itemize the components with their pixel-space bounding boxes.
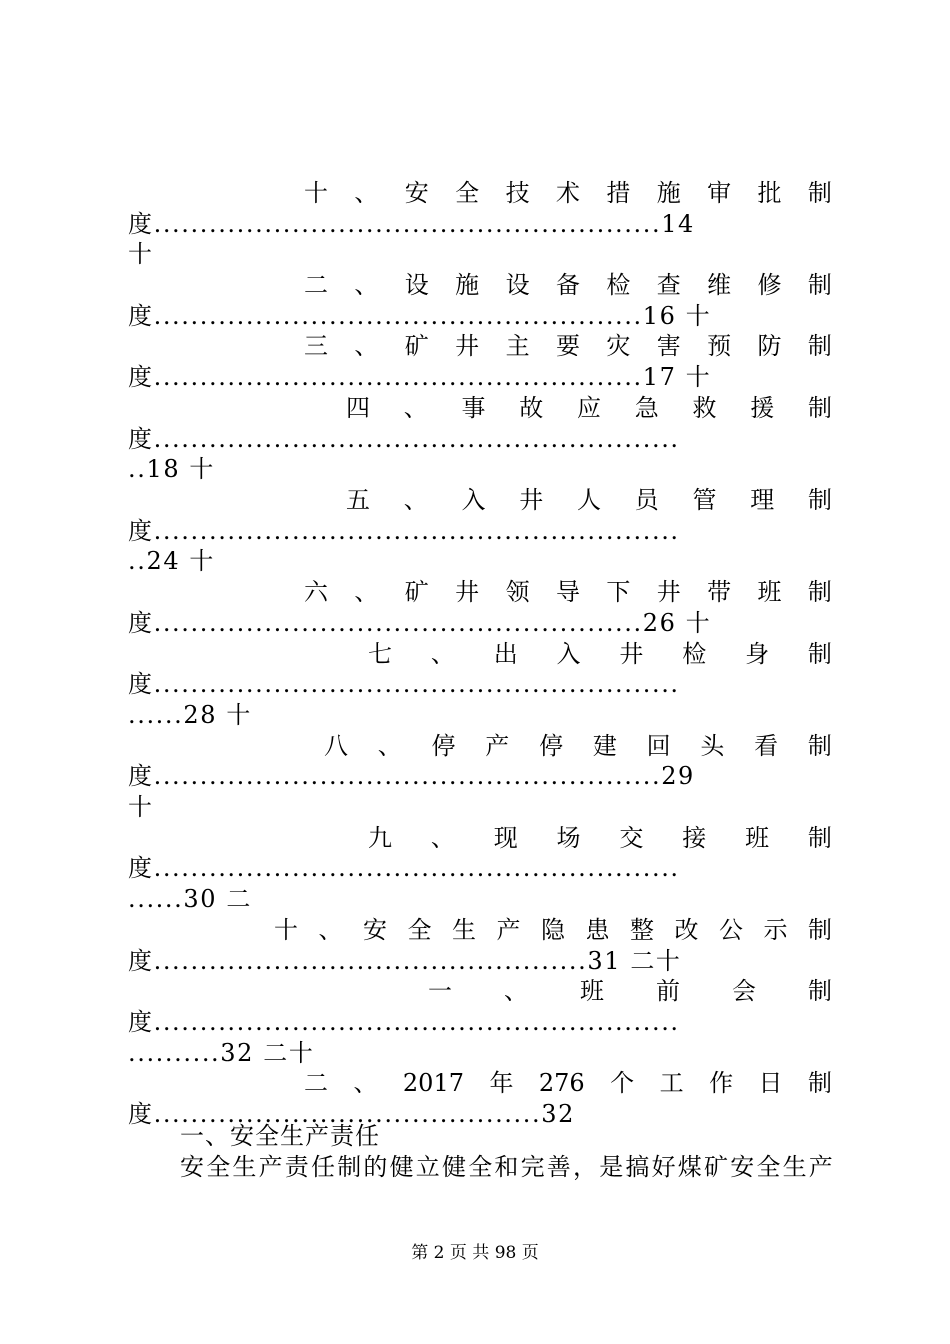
toc-title-char: 三 xyxy=(304,332,328,360)
toc-title-char: 员 xyxy=(634,486,659,514)
toc-entry-leader: 度.......................................................29 xyxy=(128,762,695,790)
toc-title-char: 审 xyxy=(707,179,732,207)
toc-entry-title xyxy=(346,393,832,423)
toc-title-char: 出 xyxy=(493,640,518,668)
toc-title-char: 施 xyxy=(455,271,480,299)
toc-title-char: 管 xyxy=(692,486,717,514)
toc-title-char: 入 xyxy=(461,486,486,514)
toc-title-char: 制 xyxy=(807,332,832,360)
toc-title-char: 入 xyxy=(556,640,581,668)
toc-title-char: 制 xyxy=(807,179,832,207)
toc-entry-leader: 度......................................................... xyxy=(128,517,680,545)
toc-entry-continuation: 十 xyxy=(128,240,154,268)
toc-title-char: 六 xyxy=(304,578,328,606)
toc-title-char: 二 xyxy=(304,271,328,299)
toc-title-char: 前 xyxy=(656,977,680,1005)
section-heading: 一、安全生产责任 xyxy=(180,1122,380,1150)
toc-title-char: 井 xyxy=(455,578,480,606)
toc-title-char: 、 xyxy=(354,332,379,360)
toc-title-char: 制 xyxy=(808,486,832,514)
toc-title-char: 头 xyxy=(700,732,725,760)
toc-title-char: 制 xyxy=(808,394,832,422)
toc-title-char: 修 xyxy=(757,271,782,299)
toc-title-char: 十 xyxy=(274,916,298,944)
toc-title-char: 二 xyxy=(304,1069,328,1097)
toc-title-char: 制 xyxy=(807,640,832,668)
toc-title-char: 四 xyxy=(346,394,370,422)
toc-title-char: 身 xyxy=(745,640,770,668)
toc-title-char: 、 xyxy=(354,271,379,299)
toc-title-char: 术 xyxy=(555,179,580,207)
toc-title-char: 、 xyxy=(430,640,455,668)
toc-title-char: 制 xyxy=(808,916,832,944)
toc-title-char: 安 xyxy=(363,916,387,944)
toc-title-char: 导 xyxy=(555,578,580,606)
toc-entry-continuation: ..........32 二十 xyxy=(128,1039,315,1067)
toc-title-char: 示 xyxy=(763,916,788,944)
toc-title-char: 制 xyxy=(807,824,832,852)
toc-title-char: 、 xyxy=(430,824,455,852)
toc-title-char: 批 xyxy=(757,179,782,207)
toc-title-char: 技 xyxy=(505,179,530,207)
toc-title-char: 八 xyxy=(324,732,348,760)
toc-title-char: 会 xyxy=(732,977,756,1005)
toc-title-char: 班 xyxy=(745,824,770,852)
toc-title-char: 制 xyxy=(808,977,832,1005)
toc-title-char: 防 xyxy=(757,332,782,360)
toc-title-char: 个 xyxy=(610,1069,635,1097)
toc-title-char: 矿 xyxy=(404,332,429,360)
toc-entry-title xyxy=(368,639,832,669)
toc-entry-leader: 度.....................................................26 十 xyxy=(128,609,712,637)
toc-title-char: 领 xyxy=(505,578,530,606)
toc-title-char: 改 xyxy=(674,916,699,944)
toc-title-char: 应 xyxy=(577,394,601,422)
toc-title-char: 援 xyxy=(750,394,775,422)
toc-entry-continuation: ......30 二 xyxy=(128,885,252,913)
toc-title-char: 井 xyxy=(519,486,544,514)
toc-title-char: 预 xyxy=(707,332,732,360)
toc-title-char: 产 xyxy=(496,916,521,944)
toc-title-char: 设 xyxy=(404,271,429,299)
toc-title-char: 七 xyxy=(368,640,392,668)
toc-entry-leader: 度.......................................................14 xyxy=(128,210,695,238)
toc-entry-title xyxy=(346,485,832,515)
toc-entry-leader: 度.....................................................17 十 xyxy=(128,363,712,391)
toc-title-char: 检 xyxy=(606,271,631,299)
toc-entry-leader: 度......................................................... xyxy=(128,670,680,698)
toc-title-char: 十 xyxy=(304,179,328,207)
toc-title-char: 场 xyxy=(556,824,581,852)
toc-title-char: 五 xyxy=(346,486,370,514)
toc-title-char: 公 xyxy=(719,916,743,944)
toc-title-char: 安 xyxy=(404,179,429,207)
toc-entry-title xyxy=(304,331,832,361)
toc-title-char: 下 xyxy=(606,578,631,606)
toc-title-char: 日 xyxy=(758,1069,783,1097)
toc-title-char: 要 xyxy=(555,332,580,360)
toc-title-char: 理 xyxy=(750,486,775,514)
toc-title-char: 一 xyxy=(428,977,452,1005)
toc-entry-leader: 度......................................................... xyxy=(128,854,680,882)
toc-title-char: 看 xyxy=(754,732,779,760)
toc-entry-continuation: ......28 十 xyxy=(128,701,252,729)
toc-title-char: 急 xyxy=(634,394,659,422)
toc-title-char: 接 xyxy=(682,824,707,852)
toc-entry-title xyxy=(324,731,832,761)
toc-title-char: 、 xyxy=(354,179,379,207)
toc-entry-title xyxy=(428,976,832,1006)
toc-title-char: 故 xyxy=(519,394,544,422)
toc-title-char: 、 xyxy=(403,486,428,514)
toc-title-char: 救 xyxy=(692,394,717,422)
toc-title-char: 设 xyxy=(505,271,530,299)
toc-title-char: 、 xyxy=(377,732,402,760)
toc-title-char: 建 xyxy=(592,732,617,760)
toc-title-char: 制 xyxy=(807,1069,832,1097)
toc-entry-continuation: 十 xyxy=(128,793,154,821)
toc-title-char: 、 xyxy=(354,578,379,606)
toc-title-char: 班 xyxy=(580,977,604,1005)
toc-title-char: 停 xyxy=(539,732,564,760)
toc-title-char: 维 xyxy=(707,271,732,299)
toc-title-char: 、 xyxy=(353,1069,378,1097)
toc-title-char: 年 xyxy=(489,1069,514,1097)
toc-entry-leader: 度..........................................32 xyxy=(128,1100,575,1128)
toc-title-char: 制 xyxy=(807,271,832,299)
body-paragraph: 安全生产责任制的健立健全和完善，是搞好煤矿安全生产 xyxy=(180,1153,835,1181)
toc-title-char: 主 xyxy=(505,332,530,360)
toc-title-char: 井 xyxy=(455,332,480,360)
toc-title-char: 、 xyxy=(318,916,343,944)
toc-title-char: 、 xyxy=(403,394,428,422)
toc-title-char: 交 xyxy=(619,824,644,852)
toc-title-char: 备 xyxy=(555,271,580,299)
toc-title-char: 整 xyxy=(630,916,654,944)
toc-title-char: 害 xyxy=(656,332,681,360)
toc-entry-leader: 度......................................................... xyxy=(128,1008,680,1036)
toc-title-char: 2017 xyxy=(402,1069,464,1097)
toc-title-char: 现 xyxy=(493,824,518,852)
toc-title-char: 井 xyxy=(656,578,681,606)
toc-title-char: 事 xyxy=(461,394,486,422)
toc-title-char: 带 xyxy=(707,578,732,606)
toc-title-char: 全 xyxy=(407,916,432,944)
toc-title-char: 生 xyxy=(452,916,476,944)
toc-entry-title xyxy=(304,1068,832,1098)
toc-entry-leader: 度......................................................... xyxy=(128,425,680,453)
toc-title-char: 回 xyxy=(646,732,671,760)
toc-title-char: 患 xyxy=(585,916,610,944)
toc-title-char: 班 xyxy=(757,578,782,606)
toc-title-char: 276 xyxy=(538,1069,585,1097)
toc-title-char: 矿 xyxy=(404,578,429,606)
toc-entry-title xyxy=(274,915,832,945)
toc-title-char: 人 xyxy=(577,486,601,514)
toc-entry-leader: 度...............................................31 二十 xyxy=(128,947,682,975)
toc-title-char: 灾 xyxy=(606,332,631,360)
toc-title-char: 检 xyxy=(682,640,707,668)
toc-title-char: 工 xyxy=(659,1069,684,1097)
toc-title-char: 隐 xyxy=(541,916,565,944)
toc-title-char: 措 xyxy=(606,179,631,207)
toc-entry-title xyxy=(304,178,832,208)
toc-title-char: 井 xyxy=(619,640,644,668)
toc-title-char: 全 xyxy=(455,179,480,207)
toc-entry-continuation: ..24 十 xyxy=(128,547,216,575)
toc-title-char: 制 xyxy=(807,578,832,606)
toc-title-char: 作 xyxy=(709,1069,734,1097)
toc-title-char: 九 xyxy=(368,824,392,852)
toc-title-char: 、 xyxy=(504,977,528,1005)
page-footer: 第 2 页 共 98 页 xyxy=(411,1243,539,1263)
toc-entry-continuation: ..18 十 xyxy=(128,455,216,483)
toc-title-char: 查 xyxy=(656,271,681,299)
toc-entry-title xyxy=(304,270,832,300)
toc-entry-leader: 度.....................................................16 十 xyxy=(128,302,712,330)
toc-title-char: 施 xyxy=(656,179,681,207)
toc-entry-title xyxy=(304,577,832,607)
toc-entry-title xyxy=(368,823,832,853)
toc-title-char: 产 xyxy=(485,732,510,760)
toc-title-char: 停 xyxy=(431,732,456,760)
toc-title-char: 制 xyxy=(807,732,832,760)
